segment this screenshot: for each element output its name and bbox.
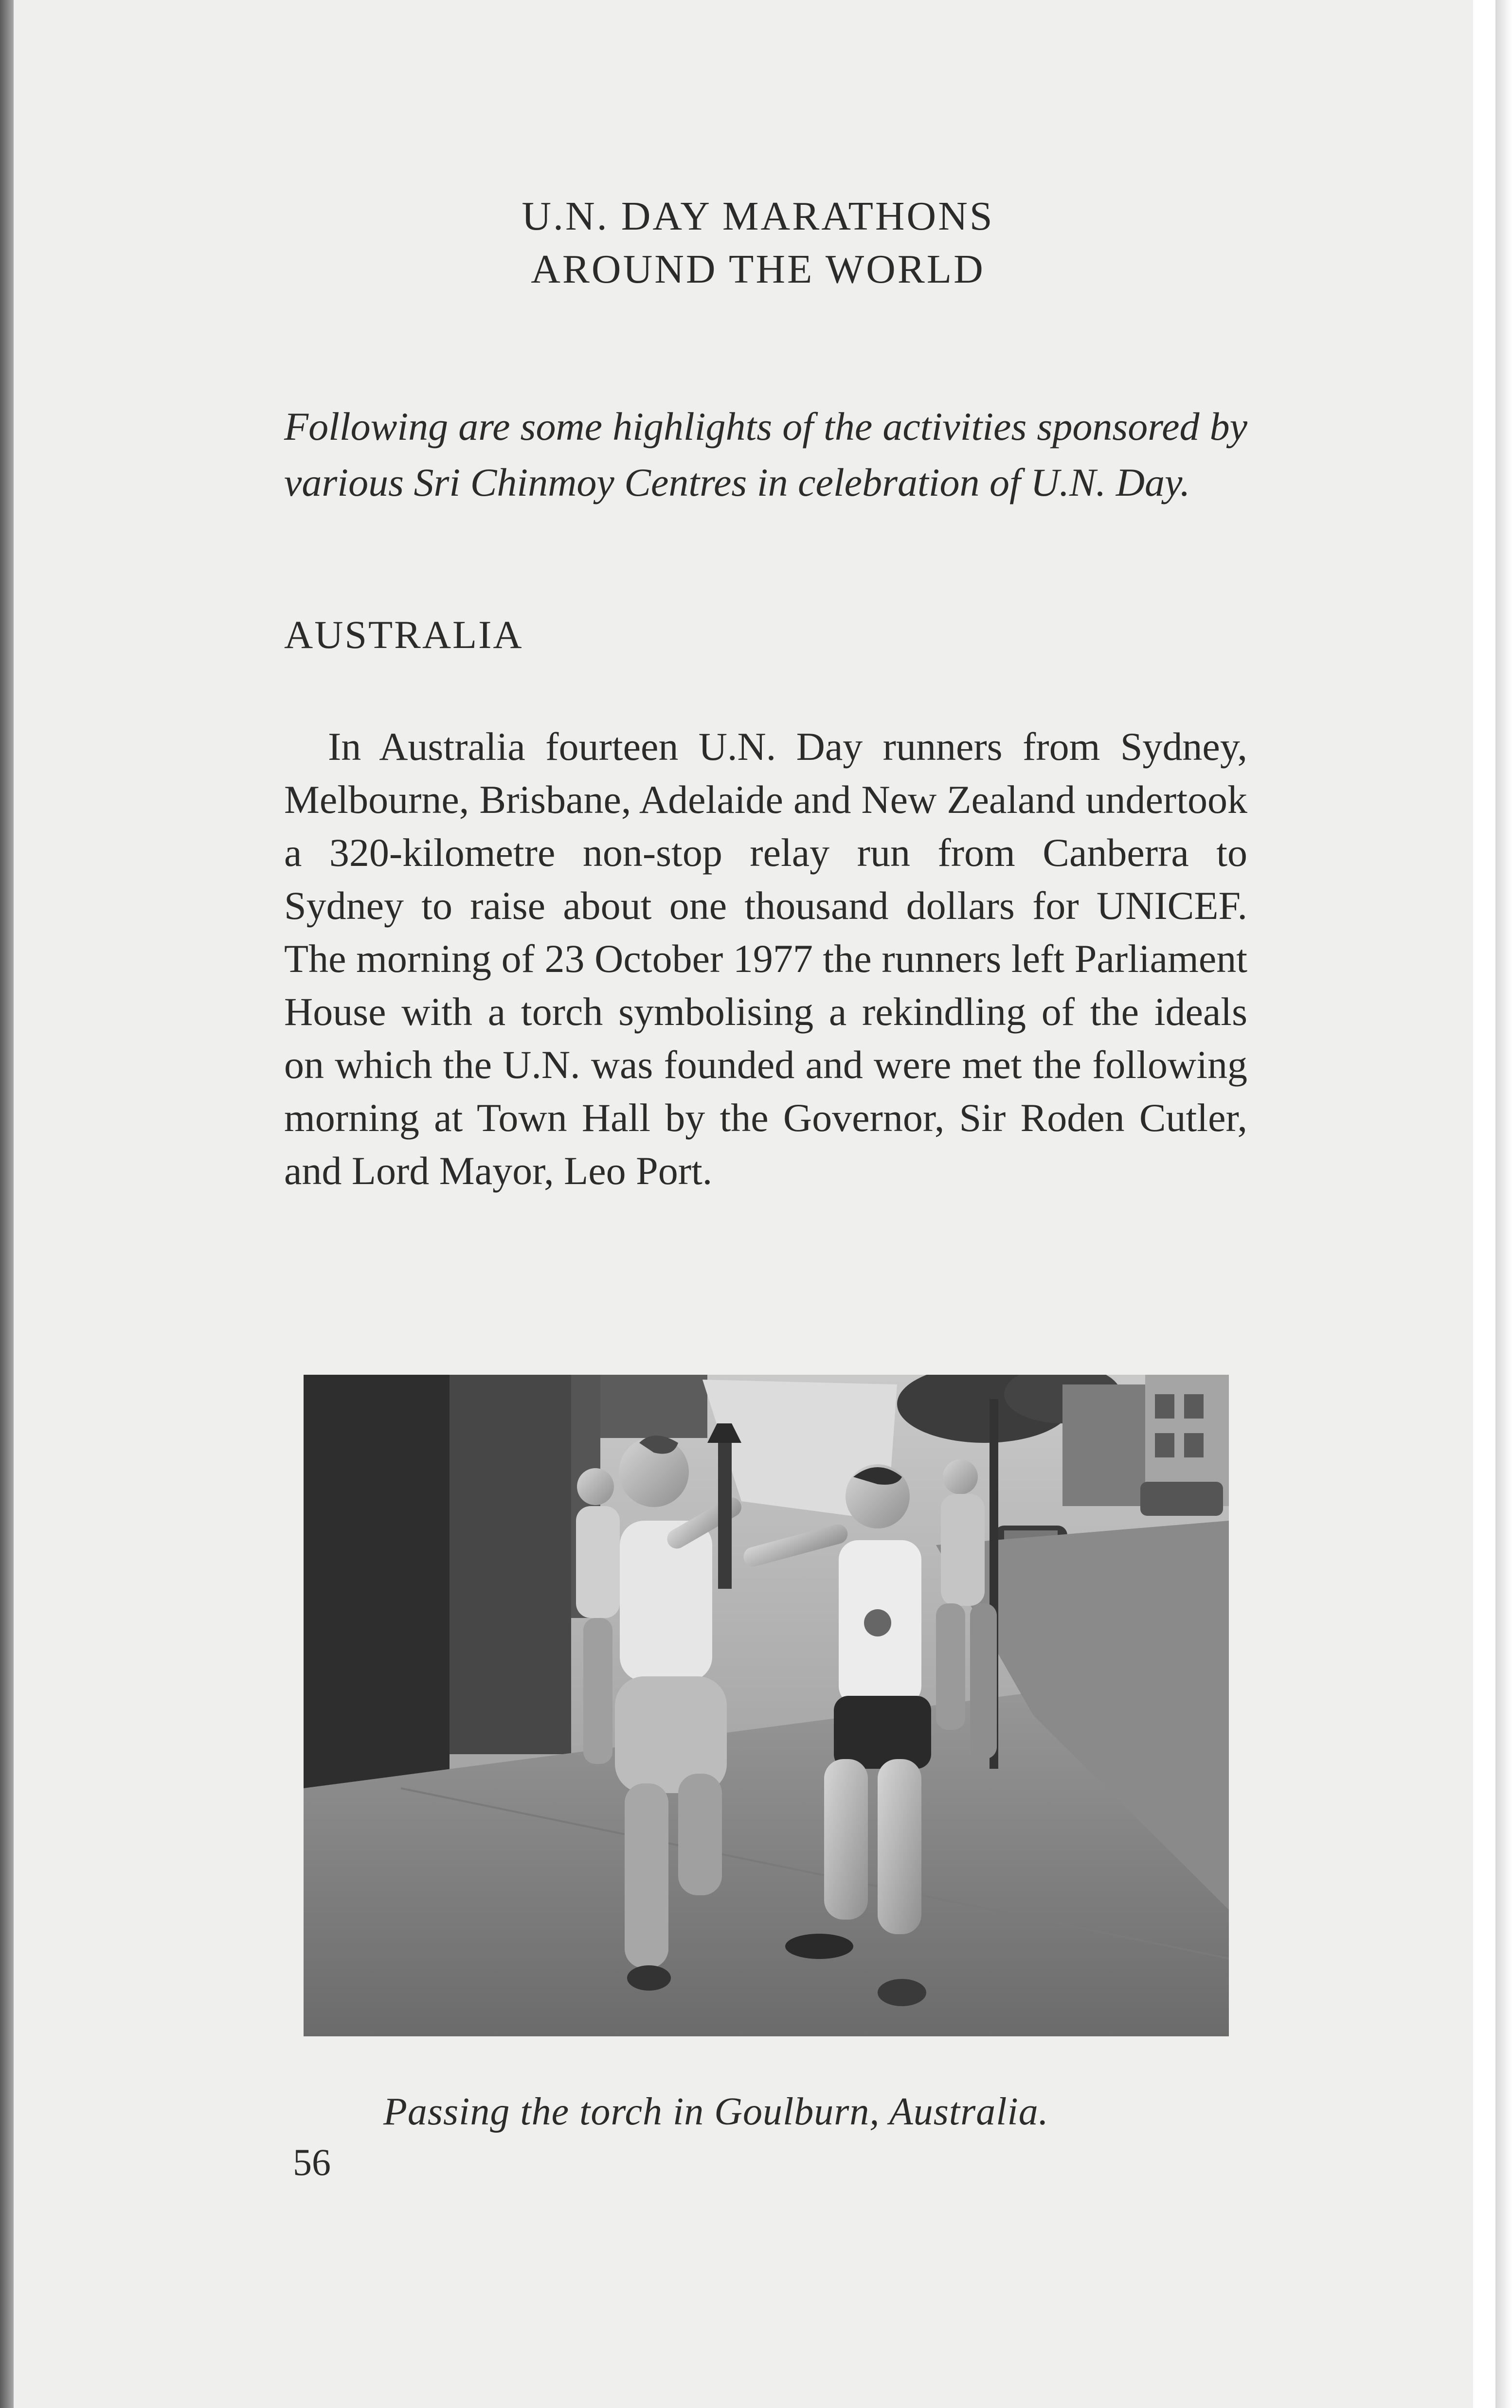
photo-caption: Passing the torch in Goulburn, Australia. — [383, 2090, 1049, 2133]
body-paragraph: In Australia fourteen U.N. Day runners from Sydney, Melbourne, Brisbane, Adelaide and New Zealand undertook a 320-kilometre non-stop relay run from Canberra to Sydney to raise about one thousand dollars for UNICEF. The morning of 23 October 1977 the runners left Parliament House with a torch symbolising a rekindling of the ideals on which the U.N. was founded and were met the following morning at Town Hall by the Governor, Sir Roden Cutler, and Lord Mayor, Leo Port. — [284, 724, 1247, 1193]
scan-edge-right — [1495, 0, 1512, 2408]
intro-paragraph: Following are some highlights of the activities sponsored by various Sri Chinmoy Centres in celebration of U.N. Day. — [284, 404, 1247, 504]
section-heading: AUSTRALIA — [284, 612, 523, 657]
title-line-1: U.N. DAY MARATHONS — [522, 194, 994, 239]
page-number: 56 — [293, 2141, 331, 2183]
book-page — [14, 0, 1473, 2408]
scan-edge-left — [0, 0, 14, 2408]
article-title — [276, 190, 1240, 296]
runners-photo — [304, 1375, 1229, 2036]
runners-photo-illustration — [304, 1375, 1229, 2036]
title-line-2: AROUND THE WORLD — [531, 247, 985, 292]
